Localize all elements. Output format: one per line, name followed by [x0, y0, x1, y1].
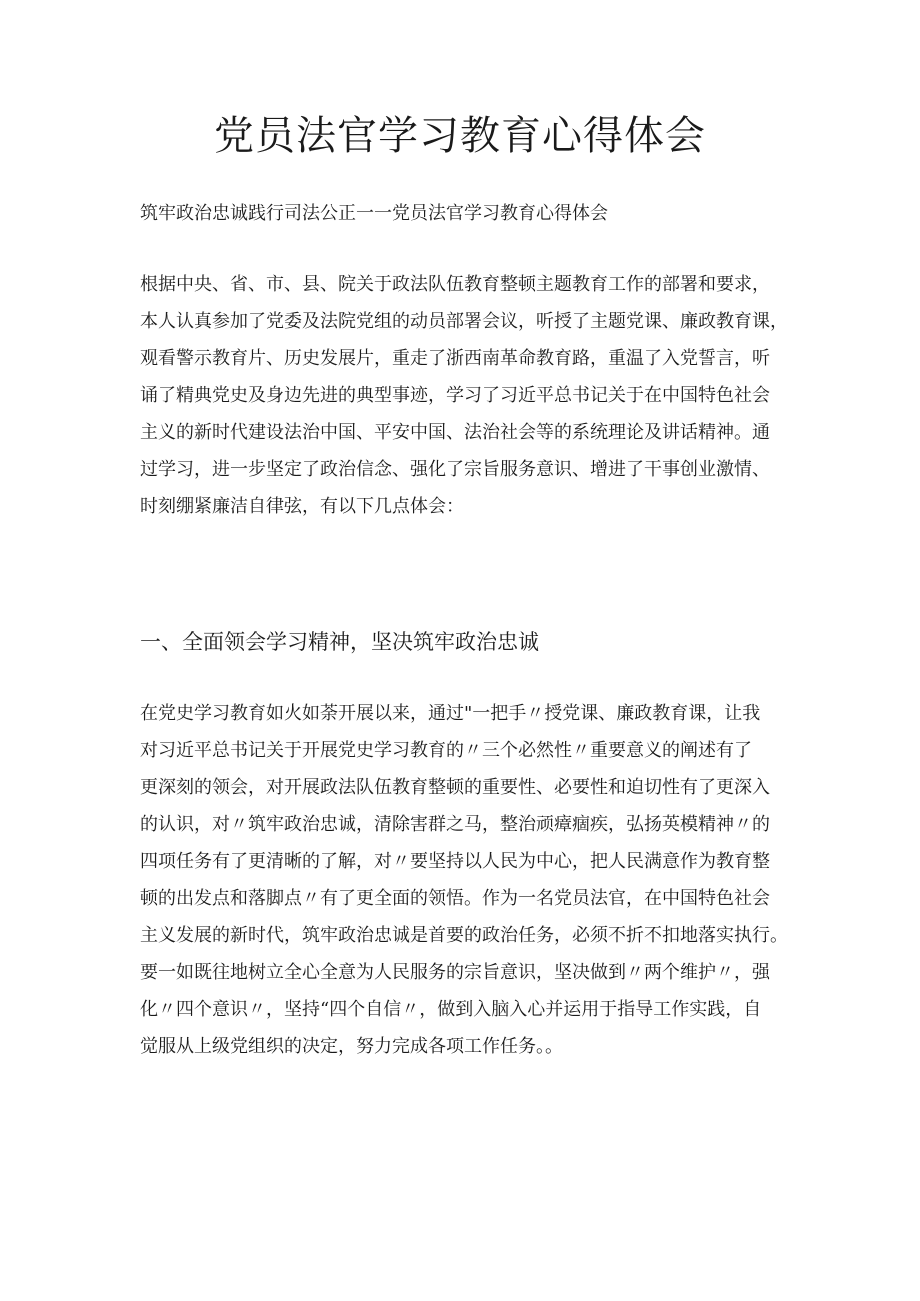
paragraph-line: 诵了精典党史及身边先进的典型事迹，学习了习近平总书记关于在中国特色社会 [140, 385, 770, 406]
paragraph-line: 的认识，对〃筑牢政治忠诚，清除害群之马，整治顽瘴痼疾，弘扬英模精神〃的 [140, 814, 770, 835]
paragraph-line: 要一如既往地树立全心全意为人民服务的宗旨意识，坚决做到〃两个维护〃，强 [140, 962, 770, 983]
section-paragraph [140, 695, 800, 1065]
paragraph-line: 对习近平总书记关于开展党史学习教育的〃三个必然性〃重要意义的阐述有了 [140, 740, 752, 761]
paragraph-line: 顿的出发点和落脚点〃有了更全面的领悟。作为一名党员法官，在中国特色社会 [140, 888, 770, 909]
paragraph-line: 主义的新时代建设法治中国、平安中国、法治社会等的系统理论及讲话精神。通 [140, 422, 770, 443]
paragraph-line: 觉服从上级党组织的决定，努力完成各项工作任务。。 [140, 1036, 563, 1057]
paragraph-line: 观看警示教育片、历史发展片，重走了浙西南革命教育路，重温了入党誓言，听 [140, 348, 770, 369]
paragraph-line: 根据中央、省、市、县、院关于政法队伍教育整顿主题教育工作的部署和要求， [140, 274, 770, 295]
paragraph-line: 在党史学习教育如火如荼开展以来，通过"一把手〃授党课、廉政教育课，让我 [140, 703, 761, 724]
paragraph-line: 本人认真参加了党委及法院党组的动员部署会议，听授了主题党课、廉政教育课， [140, 311, 788, 332]
paragraph-line: 化〃四个意识〃，坚持“四个自信〃，做到入脑入心并运用于指导工作实践，自 [140, 999, 762, 1020]
paragraph-line: 主义发展的新时代，筑牢政治忠诚是首要的政治任务，必须不折不扣地落实执行。 [140, 925, 788, 946]
paragraph-line: 四项任务有了更清晰的了解，对〃要坚持以人民为中心，把人民满意作为教育整 [140, 851, 770, 872]
paragraph-line: 时刻绷紧廉洁自律弦，有以下几点体会： [140, 496, 464, 517]
document-subtitle: 筑牢政治忠诚践行司法公正一一党员法官学习教育心得体会 [140, 203, 608, 224]
document-title: 党员法官学习教育心得体会 [214, 113, 706, 159]
paragraph-line: 更深刻的领会，对开展政法队伍教育整顿的重要性、必要性和迫切性有了更深入 [140, 777, 770, 798]
paragraph-line: 过学习，进一步坚定了政治信念、强化了宗旨服务意识、增进了干事创业激情、 [140, 459, 770, 480]
section-heading: 一、全面领会学习精神，坚决筑牢政治忠诚 [140, 630, 539, 654]
intro-paragraph [140, 266, 800, 525]
